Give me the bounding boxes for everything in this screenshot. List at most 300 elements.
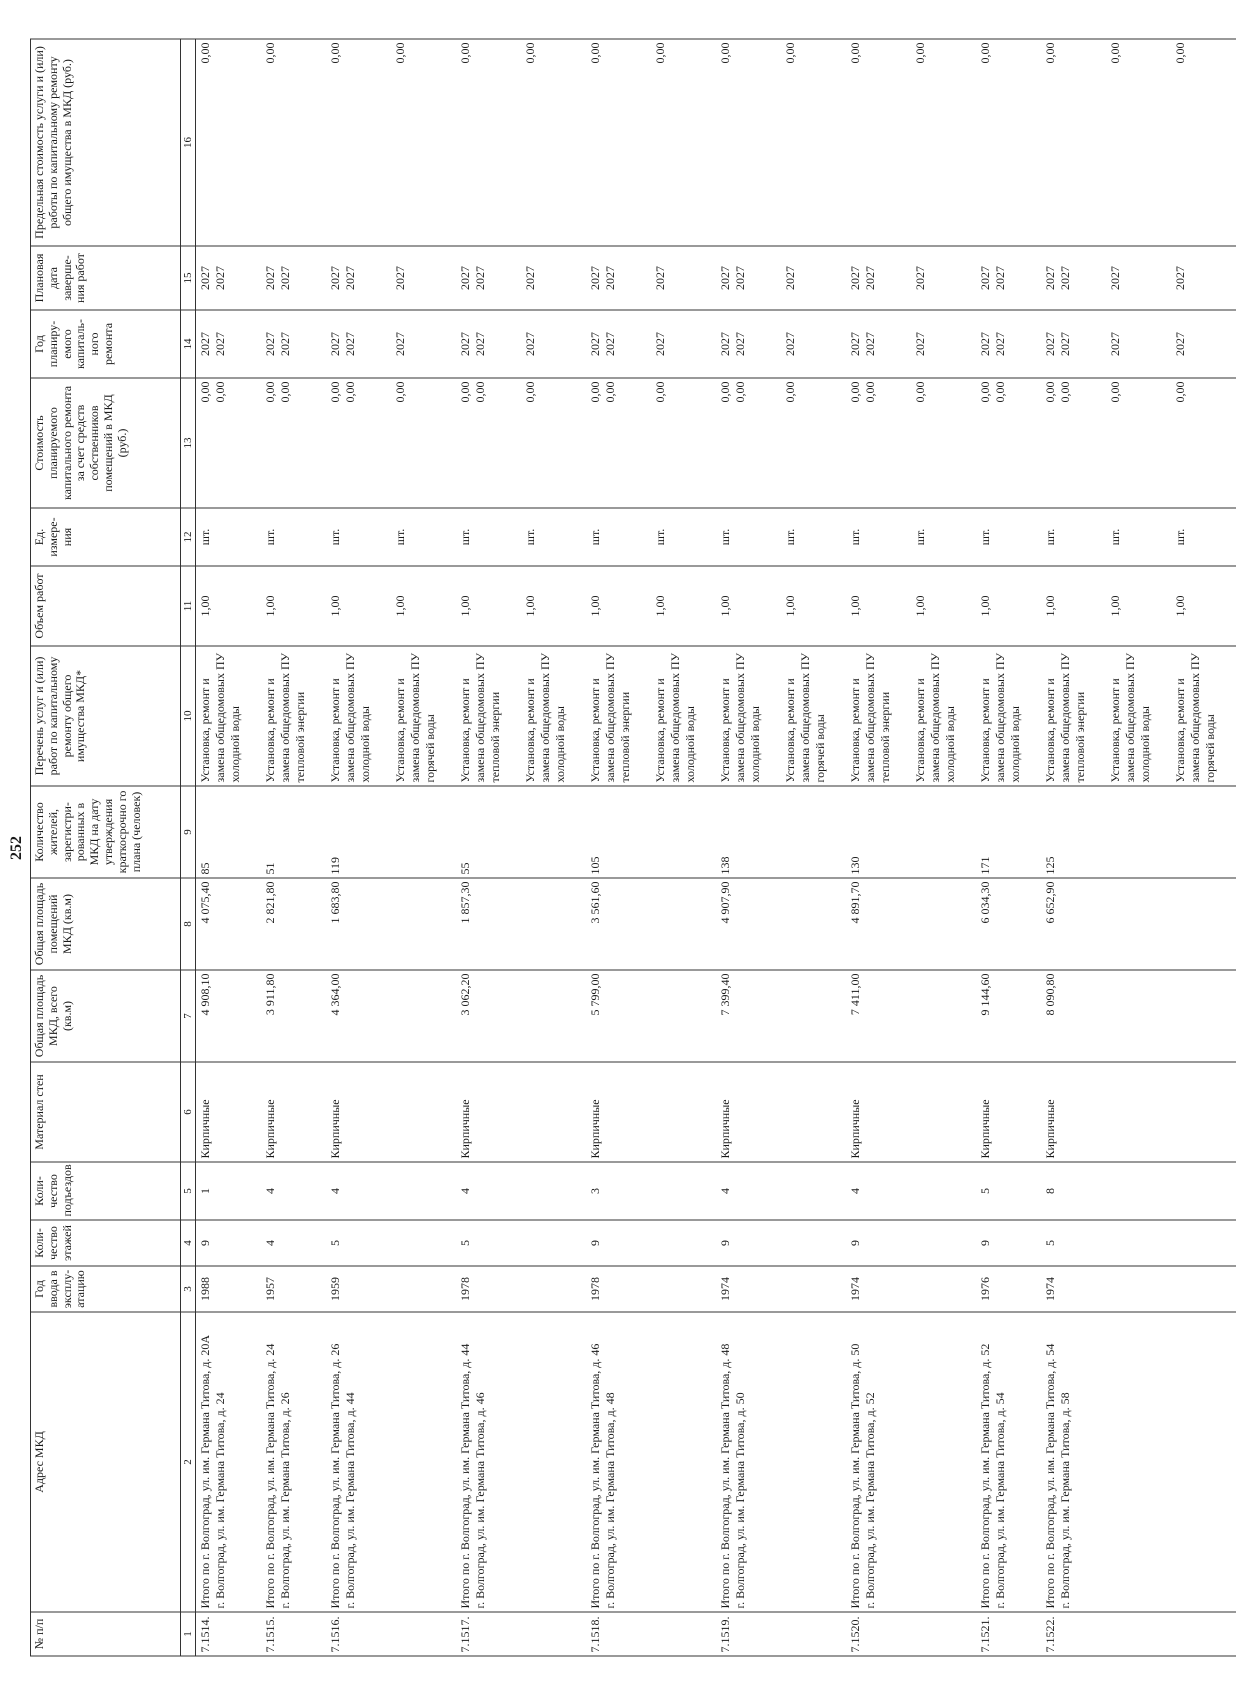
- cell-unit: шт.: [1106, 508, 1171, 566]
- cell-work: Установка, ремонт и замена общедомовых ПУ холодной воды: [1106, 646, 1171, 786]
- column-number: 9: [181, 786, 196, 878]
- column-number-row: [181, 39, 196, 1656]
- cell-area-total: 4 908,10: [196, 970, 262, 1062]
- cell-limit-cost: [1171, 39, 1236, 246]
- plan-year-value: 2027: [458, 332, 472, 356]
- column-number: 15: [181, 246, 196, 310]
- plan-year-value-2: 2027: [863, 332, 877, 356]
- cell-plan-year: [456, 310, 521, 378]
- address: г. Волгоград, ул. им. Германа Титова, д. 52: [863, 1392, 877, 1609]
- cell-plan-year: [1041, 310, 1106, 378]
- cell-volume: 1,00: [456, 566, 521, 646]
- cell-unit: шт.: [456, 508, 521, 566]
- plan-year-value: 2027: [198, 332, 212, 356]
- end-date-value: 2027: [458, 266, 472, 290]
- end-date-value-2: 2027: [863, 266, 877, 290]
- cell-plan-year: [261, 310, 326, 378]
- cell-volume: 1,00: [1171, 566, 1236, 646]
- cell-work: Установка, ремонт и замена общедомовых ПУ холодной воды: [326, 646, 391, 786]
- cell-plan-year: [911, 310, 976, 378]
- cell-num: 7.1515.: [261, 1612, 326, 1656]
- cost-value: 0,00: [913, 381, 927, 403]
- cell-end-date: [586, 246, 651, 310]
- cell-cost: [651, 378, 716, 508]
- plan-year-value: 2027: [393, 332, 407, 356]
- end-date-value: 2027: [653, 266, 667, 290]
- cell-cost: [521, 378, 586, 508]
- cell-cost: [196, 378, 262, 508]
- cost-value: 0,00: [978, 381, 992, 403]
- cell-end-date: [391, 246, 456, 310]
- end-date-value: 2027: [198, 266, 212, 290]
- limit-cost-value: 0,00: [978, 42, 992, 64]
- cell-floors: 9: [586, 1220, 651, 1266]
- address: г. Волгоград, ул. им. Германа Титова, д. 58: [1058, 1392, 1072, 1609]
- cell-unit: шт.: [781, 508, 846, 566]
- cell-work: Установка, ремонт и замена общедомовых ПУ холодной воды: [911, 646, 976, 786]
- table-row: [1041, 39, 1106, 1656]
- cell-area-total: 9 144,60: [976, 970, 1041, 1062]
- total-address: Итого по г. Волгоград, ул. им. Германа Титова, д. 50: [848, 1343, 862, 1609]
- cell-year: [651, 1266, 716, 1312]
- cell-addr: [391, 1312, 456, 1612]
- cell-volume: 1,00: [261, 566, 326, 646]
- cell-area-total: 3 911,80: [261, 970, 326, 1062]
- cell-end-date: [651, 246, 716, 310]
- plan-year-value: 2027: [523, 332, 537, 356]
- cell-num: 7.1517.: [456, 1612, 521, 1656]
- cost-value: 0,00: [393, 381, 407, 403]
- cell-volume: 1,00: [846, 566, 911, 646]
- cell-area-rooms: [1106, 878, 1171, 970]
- cell-work: Установка, ремонт и замена общедомовых ПУ холодной воды: [196, 646, 262, 786]
- cell-floors: [1171, 1220, 1236, 1266]
- cell-cost: [1171, 378, 1236, 508]
- cell-cost: [846, 378, 911, 508]
- cell-cost: [456, 378, 521, 508]
- cell-limit-cost: [1041, 39, 1106, 246]
- cell-floors: 9: [846, 1220, 911, 1266]
- column-number: 4: [181, 1220, 196, 1266]
- cell-volume: 1,00: [196, 566, 262, 646]
- header-cell: Количество жителей, зарегистри-рованных в МКД на дату утверждения краткосрочно го плана (человек): [31, 786, 181, 878]
- plan-year-value-2: 2027: [1058, 332, 1072, 356]
- cell-work: Установка, ремонт и замена общедомовых ПУ тепловой энергии: [456, 646, 521, 786]
- cell-year: 1978: [586, 1266, 651, 1312]
- cell-year: 1976: [976, 1266, 1041, 1312]
- cell-end-date: [1106, 246, 1171, 310]
- cell-residents: 125: [1041, 786, 1106, 878]
- cell-year: 1957: [261, 1266, 326, 1312]
- column-number: 14: [181, 310, 196, 378]
- plan-year-value: 2027: [1043, 332, 1057, 356]
- cell-area-rooms: 6 034,30: [976, 878, 1041, 970]
- cell-material: [1171, 1062, 1236, 1162]
- end-date-value: 2027: [328, 266, 342, 290]
- cell-area-total: 4 364,00: [326, 970, 391, 1062]
- cell-addr: [976, 1312, 1041, 1612]
- cost-value: 0,00: [1108, 381, 1122, 403]
- limit-cost-value: 0,00: [1043, 42, 1057, 64]
- cell-num: [781, 1612, 846, 1656]
- column-number: 6: [181, 1062, 196, 1162]
- cell-floors: [911, 1220, 976, 1266]
- cell-material: Кирпичные: [261, 1062, 326, 1162]
- cell-cost: [326, 378, 391, 508]
- cell-cost: [911, 378, 976, 508]
- column-number: 7: [181, 970, 196, 1062]
- cost-value: 0,00: [523, 381, 537, 403]
- cost-value-2: 0,00: [733, 381, 747, 403]
- limit-cost-value: 0,00: [588, 42, 602, 64]
- cell-floors: [1106, 1220, 1171, 1266]
- cell-residents: 130: [846, 786, 911, 878]
- cell-unit: шт.: [976, 508, 1041, 566]
- cell-area-total: [1106, 970, 1171, 1062]
- cost-value: 0,00: [1173, 381, 1187, 403]
- cell-cost: [976, 378, 1041, 508]
- cost-value-2: 0,00: [993, 381, 1007, 403]
- cell-unit: шт.: [911, 508, 976, 566]
- total-address: Итого по г. Волгоград, ул. им. Германа Титова, д. 20А: [198, 1334, 212, 1609]
- plan-year-value: 2027: [653, 332, 667, 356]
- cell-residents: [521, 786, 586, 878]
- address: г. Волгоград, ул. им. Германа Титова, д. 48: [603, 1392, 617, 1609]
- column-number: 11: [181, 566, 196, 646]
- cell-material: Кирпичные: [586, 1062, 651, 1162]
- cell-work: Установка, ремонт и замена общедомовых ПУ горячей воды: [1171, 646, 1236, 786]
- cell-area-total: [781, 970, 846, 1062]
- cost-value: 0,00: [653, 381, 667, 403]
- end-date-value: 2027: [848, 266, 862, 290]
- address: г. Волгоград, ул. им. Германа Титова, д. 46: [473, 1392, 487, 1609]
- cell-material: [651, 1062, 716, 1162]
- plan-year-value-2: 2027: [278, 332, 292, 356]
- cell-residents: [781, 786, 846, 878]
- cell-residents: 119: [326, 786, 391, 878]
- cell-material: Кирпичные: [326, 1062, 391, 1162]
- cell-floors: [651, 1220, 716, 1266]
- table-row: [1171, 39, 1236, 1656]
- end-date-value-2: 2027: [1058, 266, 1072, 290]
- limit-cost-value: 0,00: [328, 42, 342, 64]
- cell-work: Установка, ремонт и замена общедомовых ПУ холодной воды: [651, 646, 716, 786]
- cell-residents: [1171, 786, 1236, 878]
- cell-num: 7.1519.: [716, 1612, 781, 1656]
- cell-addr: [651, 1312, 716, 1612]
- header-cell: Коли-чество подъездов: [31, 1162, 181, 1220]
- cell-floors: 5: [456, 1220, 521, 1266]
- cell-entrances: [651, 1162, 716, 1220]
- cell-area-rooms: [911, 878, 976, 970]
- limit-cost-value-2: 0,00: [1108, 42, 1122, 64]
- cell-num: [521, 1612, 586, 1656]
- header-cell: Плановая дата заверше-ния работ: [31, 246, 181, 310]
- cell-area-total: 3 062,20: [456, 970, 521, 1062]
- cell-area-rooms: 4 907,90: [716, 878, 781, 970]
- plan-year-value-2: 2027: [603, 332, 617, 356]
- cell-year: [911, 1266, 976, 1312]
- cell-limit-cost: [651, 39, 716, 246]
- table-row: [781, 39, 846, 1656]
- plan-year-value: 2027: [328, 332, 342, 356]
- address: г. Волгоград, ул. им. Германа Титова, д. 50: [733, 1392, 747, 1609]
- plan-year-value-2: 2027: [733, 332, 747, 356]
- cell-end-date: [326, 246, 391, 310]
- cell-num: 7.1520.: [846, 1612, 911, 1656]
- header-cell: Ед. измере-ния: [31, 508, 181, 566]
- cell-num: [1171, 1612, 1236, 1656]
- cell-entrances: 5: [976, 1162, 1041, 1220]
- end-date-value-2: 2027: [213, 266, 227, 290]
- end-date-value: 2027: [978, 266, 992, 290]
- address: г. Волгоград, ул. им. Германа Титова, д. 24: [213, 1392, 227, 1609]
- cell-unit: шт.: [521, 508, 586, 566]
- cell-material: Кирпичные: [846, 1062, 911, 1162]
- cell-work: Установка, ремонт и замена общедомовых ПУ тепловой энергии: [846, 646, 911, 786]
- cell-volume: 1,00: [391, 566, 456, 646]
- plan-year-value: 2027: [978, 332, 992, 356]
- cell-end-date: [1171, 246, 1236, 310]
- end-date-value-2: 2027: [278, 266, 292, 290]
- cell-residents: 51: [261, 786, 326, 878]
- cell-unit: шт.: [1041, 508, 1106, 566]
- cell-addr: [716, 1312, 781, 1612]
- cell-floors: [781, 1220, 846, 1266]
- cell-volume: 1,00: [586, 566, 651, 646]
- cell-unit: шт.: [651, 508, 716, 566]
- cell-area-rooms: [521, 878, 586, 970]
- cell-addr: [1171, 1312, 1236, 1612]
- header-cell: Год планиру-емого капиталь-ного ремонта: [31, 310, 181, 378]
- cost-value: 0,00: [263, 381, 277, 403]
- cell-entrances: 8: [1041, 1162, 1106, 1220]
- cell-residents: [911, 786, 976, 878]
- cell-limit-cost: [976, 39, 1041, 246]
- cell-floors: 5: [326, 1220, 391, 1266]
- column-number: 16: [181, 39, 196, 246]
- cell-addr: [586, 1312, 651, 1612]
- plan-year-value-2: 2027: [473, 332, 487, 356]
- column-number: 2: [181, 1312, 196, 1612]
- plan-year-value: 2027: [588, 332, 602, 356]
- cell-num: 7.1514.: [196, 1612, 262, 1656]
- cell-year: [781, 1266, 846, 1312]
- cell-unit: шт.: [846, 508, 911, 566]
- cell-addr: [1041, 1312, 1106, 1612]
- cell-volume: 1,00: [1041, 566, 1106, 646]
- cell-area-rooms: [1171, 878, 1236, 970]
- header-cell: Адрес МКД: [31, 1312, 181, 1612]
- end-date-value: 2027: [1173, 266, 1187, 290]
- cost-value: 0,00: [198, 381, 212, 403]
- cell-limit-cost: [261, 39, 326, 246]
- address: г. Волгоград, ул. им. Германа Титова, д. 44: [343, 1392, 357, 1609]
- cell-plan-year: [716, 310, 781, 378]
- header-cell: Стоимость планируемого капитального ремонта за счет средств собственников помещений в МКД (руб.): [31, 378, 181, 508]
- cell-material: Кирпичные: [196, 1062, 262, 1162]
- cost-value-2: 0,00: [603, 381, 617, 403]
- cell-residents: 138: [716, 786, 781, 878]
- cell-residents: [651, 786, 716, 878]
- cell-end-date: [911, 246, 976, 310]
- cell-area-rooms: 4 075,40: [196, 878, 262, 970]
- table-row: [716, 39, 781, 1656]
- cell-plan-year: [1106, 310, 1171, 378]
- cell-entrances: 4: [326, 1162, 391, 1220]
- page-number: 252: [8, 836, 25, 860]
- cell-area-rooms: 2 821,80: [261, 878, 326, 970]
- cell-addr: [326, 1312, 391, 1612]
- limit-cost-value: 0,00: [848, 42, 862, 64]
- cost-value-2: 0,00: [473, 381, 487, 403]
- end-date-value-2: 2027: [993, 266, 1007, 290]
- cell-plan-year: [976, 310, 1041, 378]
- cell-plan-year: [1171, 310, 1236, 378]
- end-date-value-2: 2027: [473, 266, 487, 290]
- table-row: [846, 39, 911, 1656]
- cell-area-total: [391, 970, 456, 1062]
- cell-floors: 4: [261, 1220, 326, 1266]
- cell-entrances: 4: [456, 1162, 521, 1220]
- cost-value-2: 0,00: [1058, 381, 1072, 403]
- cell-entrances: [1171, 1162, 1236, 1220]
- cell-limit-cost: [1106, 39, 1171, 246]
- cost-value: 0,00: [328, 381, 342, 403]
- cell-limit-cost: [456, 39, 521, 246]
- cost-value-2: 0,00: [213, 381, 227, 403]
- end-date-value: 2027: [393, 266, 407, 290]
- cell-area-rooms: [651, 878, 716, 970]
- cell-plan-year: [651, 310, 716, 378]
- cost-value: 0,00: [848, 381, 862, 403]
- cell-volume: 1,00: [911, 566, 976, 646]
- cell-material: [391, 1062, 456, 1162]
- cell-limit-cost: [716, 39, 781, 246]
- cell-unit: шт.: [1171, 508, 1236, 566]
- header-cell: Общая площадь МКД, всего (кв.м): [31, 970, 181, 1062]
- limit-cost-value-2: 0,00: [263, 42, 277, 64]
- cell-material: [521, 1062, 586, 1162]
- cell-plan-year: [391, 310, 456, 378]
- cell-limit-cost: [911, 39, 976, 246]
- limit-cost-value-2: 0,00: [783, 42, 797, 64]
- cell-work: Установка, ремонт и замена общедомовых ПУ горячей воды: [781, 646, 846, 786]
- cell-volume: 1,00: [651, 566, 716, 646]
- plan-year-value-2: 2027: [213, 332, 227, 356]
- cell-material: Кирпичные: [976, 1062, 1041, 1162]
- address: г. Волгоград, ул. им. Германа Титова, д. 54: [993, 1392, 1007, 1609]
- cell-area-total: 7 399,40: [716, 970, 781, 1062]
- cell-limit-cost: [586, 39, 651, 246]
- cell-entrances: [911, 1162, 976, 1220]
- plan-year-value-2: 2027: [343, 332, 357, 356]
- plan-year-value-2: 2027: [993, 332, 1007, 356]
- cell-entrances: 4: [846, 1162, 911, 1220]
- cost-value: 0,00: [588, 381, 602, 403]
- cell-residents: 171: [976, 786, 1041, 878]
- header-cell: Объем работ: [31, 566, 181, 646]
- cell-residents: 85: [196, 786, 262, 878]
- cell-work: Установка, ремонт и замена общедомовых ПУ холодной воды: [976, 646, 1041, 786]
- end-date-value: 2027: [1043, 266, 1057, 290]
- cell-floors: 5: [1041, 1220, 1106, 1266]
- total-address: Итого по г. Волгоград, ул. им. Германа Титова, д. 44: [458, 1343, 472, 1609]
- cell-num: 7.1516.: [326, 1612, 391, 1656]
- total-address: Итого по г. Волгоград, ул. им. Германа Титова, д. 26: [328, 1343, 342, 1609]
- cell-year: 1978: [456, 1266, 521, 1312]
- cell-unit: шт.: [716, 508, 781, 566]
- cell-volume: 1,00: [781, 566, 846, 646]
- cell-volume: 1,00: [326, 566, 391, 646]
- total-address: Итого по г. Волгоград, ул. им. Германа Титова, д. 48: [718, 1343, 732, 1609]
- cell-plan-year: [781, 310, 846, 378]
- cell-residents: [391, 786, 456, 878]
- cell-unit: шт.: [261, 508, 326, 566]
- cell-year: 1974: [846, 1266, 911, 1312]
- column-number: 10: [181, 646, 196, 786]
- end-date-value-2: 2027: [603, 266, 617, 290]
- column-number: 5: [181, 1162, 196, 1220]
- cell-addr: [846, 1312, 911, 1612]
- cell-area-rooms: 3 561,60: [586, 878, 651, 970]
- cell-addr: [261, 1312, 326, 1612]
- total-address: Итого по г. Волгоград, ул. им. Германа Титова, д. 24: [263, 1343, 277, 1609]
- plan-year-value: 2027: [913, 332, 927, 356]
- cell-area-rooms: 1 683,80: [326, 878, 391, 970]
- cell-floors: [521, 1220, 586, 1266]
- header-cell: Предельная стоимость услуги и (или) работы по капитальному ремонту общего имущества в МКД (руб.): [31, 39, 181, 246]
- table-row: [1106, 39, 1171, 1656]
- table-row: [261, 39, 326, 1656]
- cell-work: Установка, ремонт и замена общедомовых ПУ тепловой энергии: [261, 646, 326, 786]
- total-address: Итого по г. Волгоград, ул. им. Германа Титова, д. 52: [978, 1343, 992, 1609]
- cell-end-date: [456, 246, 521, 310]
- total-address: Итого по г. Волгоград, ул. им. Германа Титова, д. 46: [588, 1343, 602, 1609]
- cell-floors: 9: [716, 1220, 781, 1266]
- cell-volume: 1,00: [521, 566, 586, 646]
- cell-residents: 55: [456, 786, 521, 878]
- cell-num: 7.1521.: [976, 1612, 1041, 1656]
- table-row: [586, 39, 651, 1656]
- cell-addr: [781, 1312, 846, 1612]
- cell-year: 1974: [716, 1266, 781, 1312]
- cell-cost: [781, 378, 846, 508]
- cell-plan-year: [196, 310, 262, 378]
- table-row: [196, 39, 262, 1656]
- cell-work: Установка, ремонт и замена общедомовых ПУ тепловой энергии: [586, 646, 651, 786]
- header-cell: Общая площадь помещений МКД (кв.м): [31, 878, 181, 970]
- cell-plan-year: [586, 310, 651, 378]
- cell-cost: [391, 378, 456, 508]
- table-row: [326, 39, 391, 1656]
- plan-year-value: 2027: [263, 332, 277, 356]
- cost-value-2: 0,00: [863, 381, 877, 403]
- cell-num: [911, 1612, 976, 1656]
- cell-floors: 9: [196, 1220, 262, 1266]
- header-cell: Год ввода в эксплу-атацию: [31, 1266, 181, 1312]
- table-header-row: [31, 39, 181, 1656]
- cost-value: 0,00: [1043, 381, 1057, 403]
- table-row: [456, 39, 521, 1656]
- cell-volume: 1,00: [716, 566, 781, 646]
- table-row: [911, 39, 976, 1656]
- plan-year-value: 2027: [1173, 332, 1187, 356]
- cell-addr: [911, 1312, 976, 1612]
- cell-material: Кирпичные: [1041, 1062, 1106, 1162]
- cell-addr: [456, 1312, 521, 1612]
- cell-plan-year: [326, 310, 391, 378]
